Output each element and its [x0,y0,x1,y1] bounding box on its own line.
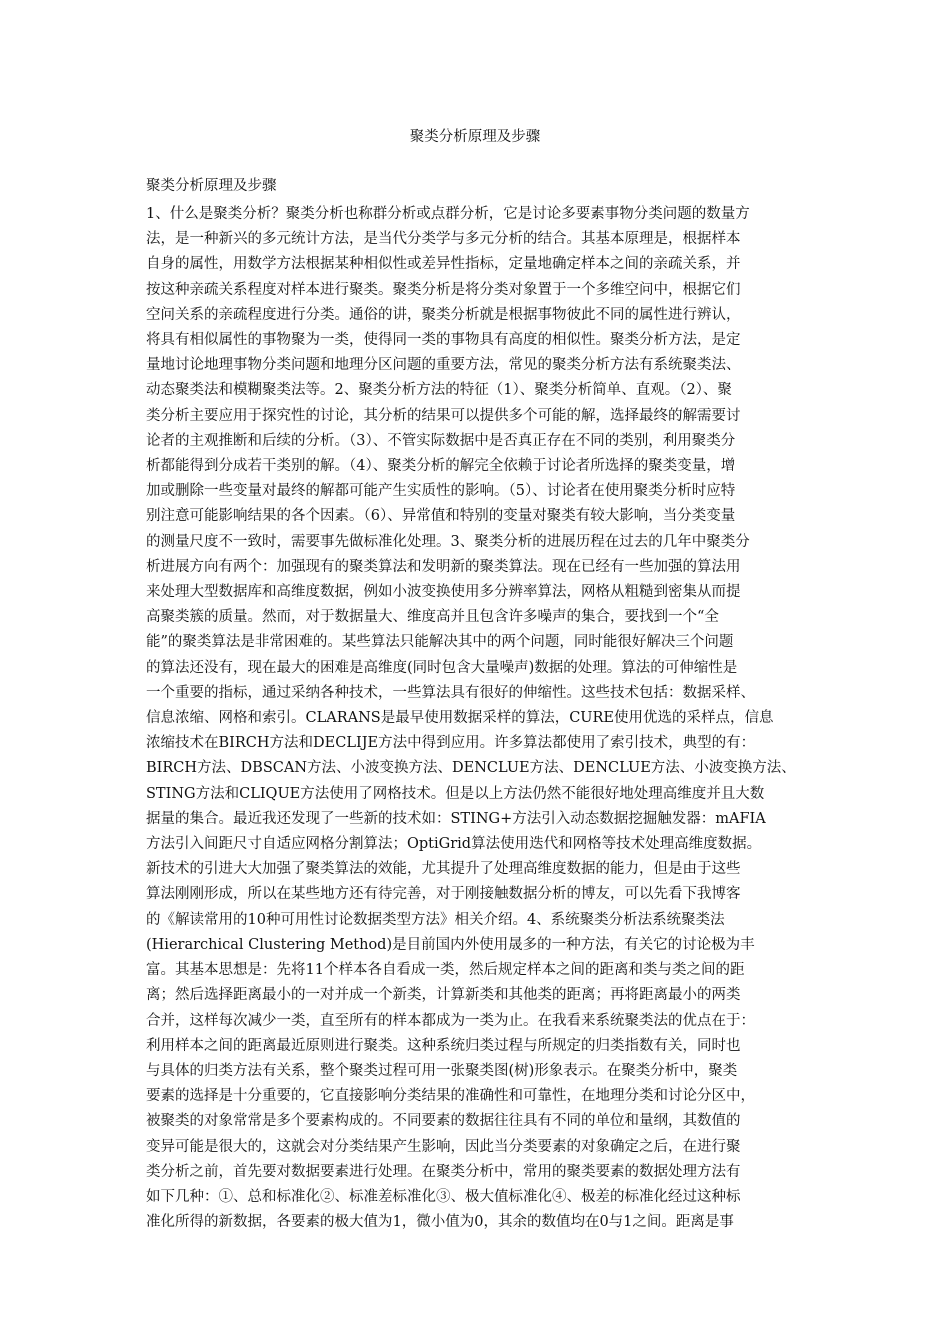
text-line: 来处理大型数据库和高维度数据，例如小波变换使用多分辨率算法，网格从粗糙到密集从而提 [146,584,741,601]
text-line: 别注意可能影响结果的各个因素。（6）、异常值和特别的变量对聚类有较大影响，当分类变量 [146,508,736,525]
text-line: 新技术的引进大大加强了聚类算法的效能，尤其提升了处理高维度数据的能力，但是由于这些 [146,861,741,878]
text-line: 利用样本之间的距离最近原则进行聚类。这种系统归类过程与所规定的归类指数有关，同时也 [146,1037,741,1054]
text-line: 被聚类的对象常常是多个要素构成的。不同要素的数据往往具有不同的单位和量纲，其数值的 [146,1113,741,1130]
text-line: 能”的聚类算法是非常困难的。某些算法只能解决其中的两个问题，同时能很好解决三个问题 [146,634,734,651]
section-heading: 聚类分析原理及步骤 [146,178,277,194]
text-line: 富。其基本思想是：先将11个样本各自看成一类，然后规定样本之间的距离和类与类之间的距 [146,962,745,979]
text-line: 将具有相似属性的事物聚为一类，使得同一类的事物具有高度的相似性。聚类分析方法，是定 [146,332,741,349]
text-line: 的测量尺度不一致时，需要事先做标准化处理。3、聚类分析的进展历程在过去的几年中聚类分 [146,533,750,550]
text-line: 法，是一种新兴的多元统计方法，是当代分类学与多元分析的结合。其基本原理是，根据样本 [146,231,741,248]
text-line: BIRCH方法、DBSCAN方法、小波变换方法、DENCLUE方法、DENCLUE方法、小波变换方法、 [146,760,796,777]
text-line: 与具体的归类方法有关系，整个聚类过程可用一张聚类图(树)形象表示。在聚类分析中，聚类 [146,1062,738,1079]
text-line: (Hierarchical Clustering Method)是目前国内外使用晟多的一种方法，有关它的讨论极为丰 [146,936,755,953]
text-line: 算法刚刚形成，所以在某些地方还有待完善，对于刚接触数据分析的博友，可以先看下我博客 [146,886,741,903]
text-line: 空问关系的亲疏程度进行分类。通俗的讲，聚类分析就是根据事物彼此不同的属性进行辨认， [146,306,741,323]
document-title: 聚类分析原理及步骤 [409,129,541,145]
text-line: 加或删除一些变量对最终的解都可能产生实质性的影响。（5）、讨论者在使用聚类分析时应特 [146,483,736,500]
text-line: 的算法还没有，现在最大的困难是高维度(同时包含大量噪声)数据的处理。算法的可伸缩性是 [146,659,738,676]
text-line: 方法引入间距尺寸自适应网格分割算法；OptiGrid算法使用迭代和网格等技术处理高维度数据。 [146,836,762,853]
text-line: 析进展方向有两个：加强现有的聚类算法和发明新的聚类算法。现在已经有一些加强的算法用 [146,558,741,575]
body-text [146,202,811,1235]
text-line: 据量的集合。最近我还发现了一些新的技术如：STING+方法引入动态数据挖掘触发器：mAFIA [146,810,766,827]
text-line: 类分析之前，首先要对数据要素进行处理。在聚类分析中，常用的聚类要素的数据处理方法有 [146,1163,741,1180]
text-line: 一个重要的指标，通过采纳各种技术，一些算法具有很好的伸缩性。这些技术包括：数据采样、 [146,684,755,701]
text-line: 论者的主观推断和后续的分析。（3）、不管实际数据中是否真正存在不同的类别，利用聚类分 [146,432,736,449]
text-line: 类分析主要应用于探究性的讨论，其分析的结果可以提供多个可能的解，选择最终的解需要讨 [146,407,741,424]
text-line: 1、什么是聚类分析？聚类分析也称群分析或点群分析，它是讨论多要素事物分类问题的数量方 [146,206,750,222]
text-line: 要素的选择是十分重要的，它直接影响分类结果的准确性和可靠性，在地理分类和讨论分区中， [146,1088,755,1105]
text-line: 浓缩技术在BIRCH方法和DECLIJE方法中得到应用。许多算法都使用了索引技术，典型的有： [146,735,756,752]
text-line: 高聚类簇的质量。然而，对于数据量大、维度高并且包含许多噪声的集合，要找到一个“全 [146,609,719,626]
text-line: 离；然后选择距离最小的一对并成一个新类，计算新类和其他类的距离；再将距离最小的两类 [146,987,741,1004]
text-line: 自身的属性，用数学方法根据某种相似性或差异性指标，定量地确定样本之间的亲疏关系，并 [146,256,741,273]
text-line: 变异可能是很大的，这就会对分类结果产生影响，因此当分类要素的对象确定之后，在进行聚 [146,1138,741,1155]
text-line: 动态聚类法和模糊聚类法等。2、聚类分析方法的特征（1）、聚类分析简单、直观。（2）、聚 [146,382,732,399]
text-line: 准化所得的新数据，各要素的极大值为1，微小值为0，其余的数值均在0与1之间。距离是事 [146,1214,734,1231]
text-line: 析都能得到分成若干类别的解。（4）、聚类分析的解完全依赖于讨论者所选择的聚类变量，增 [146,458,736,475]
text-line: 按这种亲疏关系程度对样本进行聚类。聚类分析是将分类对象置于一个多维空问中，根据它们 [146,281,741,298]
text-line: 量地讨论地理事物分类问题和地理分区问题的重要方法，常见的聚类分析方法有系统聚类法、 [146,357,741,374]
text-line: STING方法和CLIQUE方法使用了网格技术。但是以上方法仍然不能很好地处理高维度并且大数 [146,785,765,802]
text-line: 信息浓缩、网格和索引。CLARANS是最早使用数据采样的算法，CURE使用优选的采样点，信息 [146,710,774,727]
text-line: 的《解读常用的10种可用性讨论数据类型方法》相关介绍。4、系统聚类分析法系统聚类法 [146,911,725,928]
text-line: 合并，这样每次减少一类，直至所有的样本都成为一类为止。在我看来系统聚类法的优点在于： [146,1012,755,1029]
text-line: 如下几种：①、总和标准化②、标准差标准化③、极大值标准化④、极差的标准化经过这种标 [146,1188,741,1205]
